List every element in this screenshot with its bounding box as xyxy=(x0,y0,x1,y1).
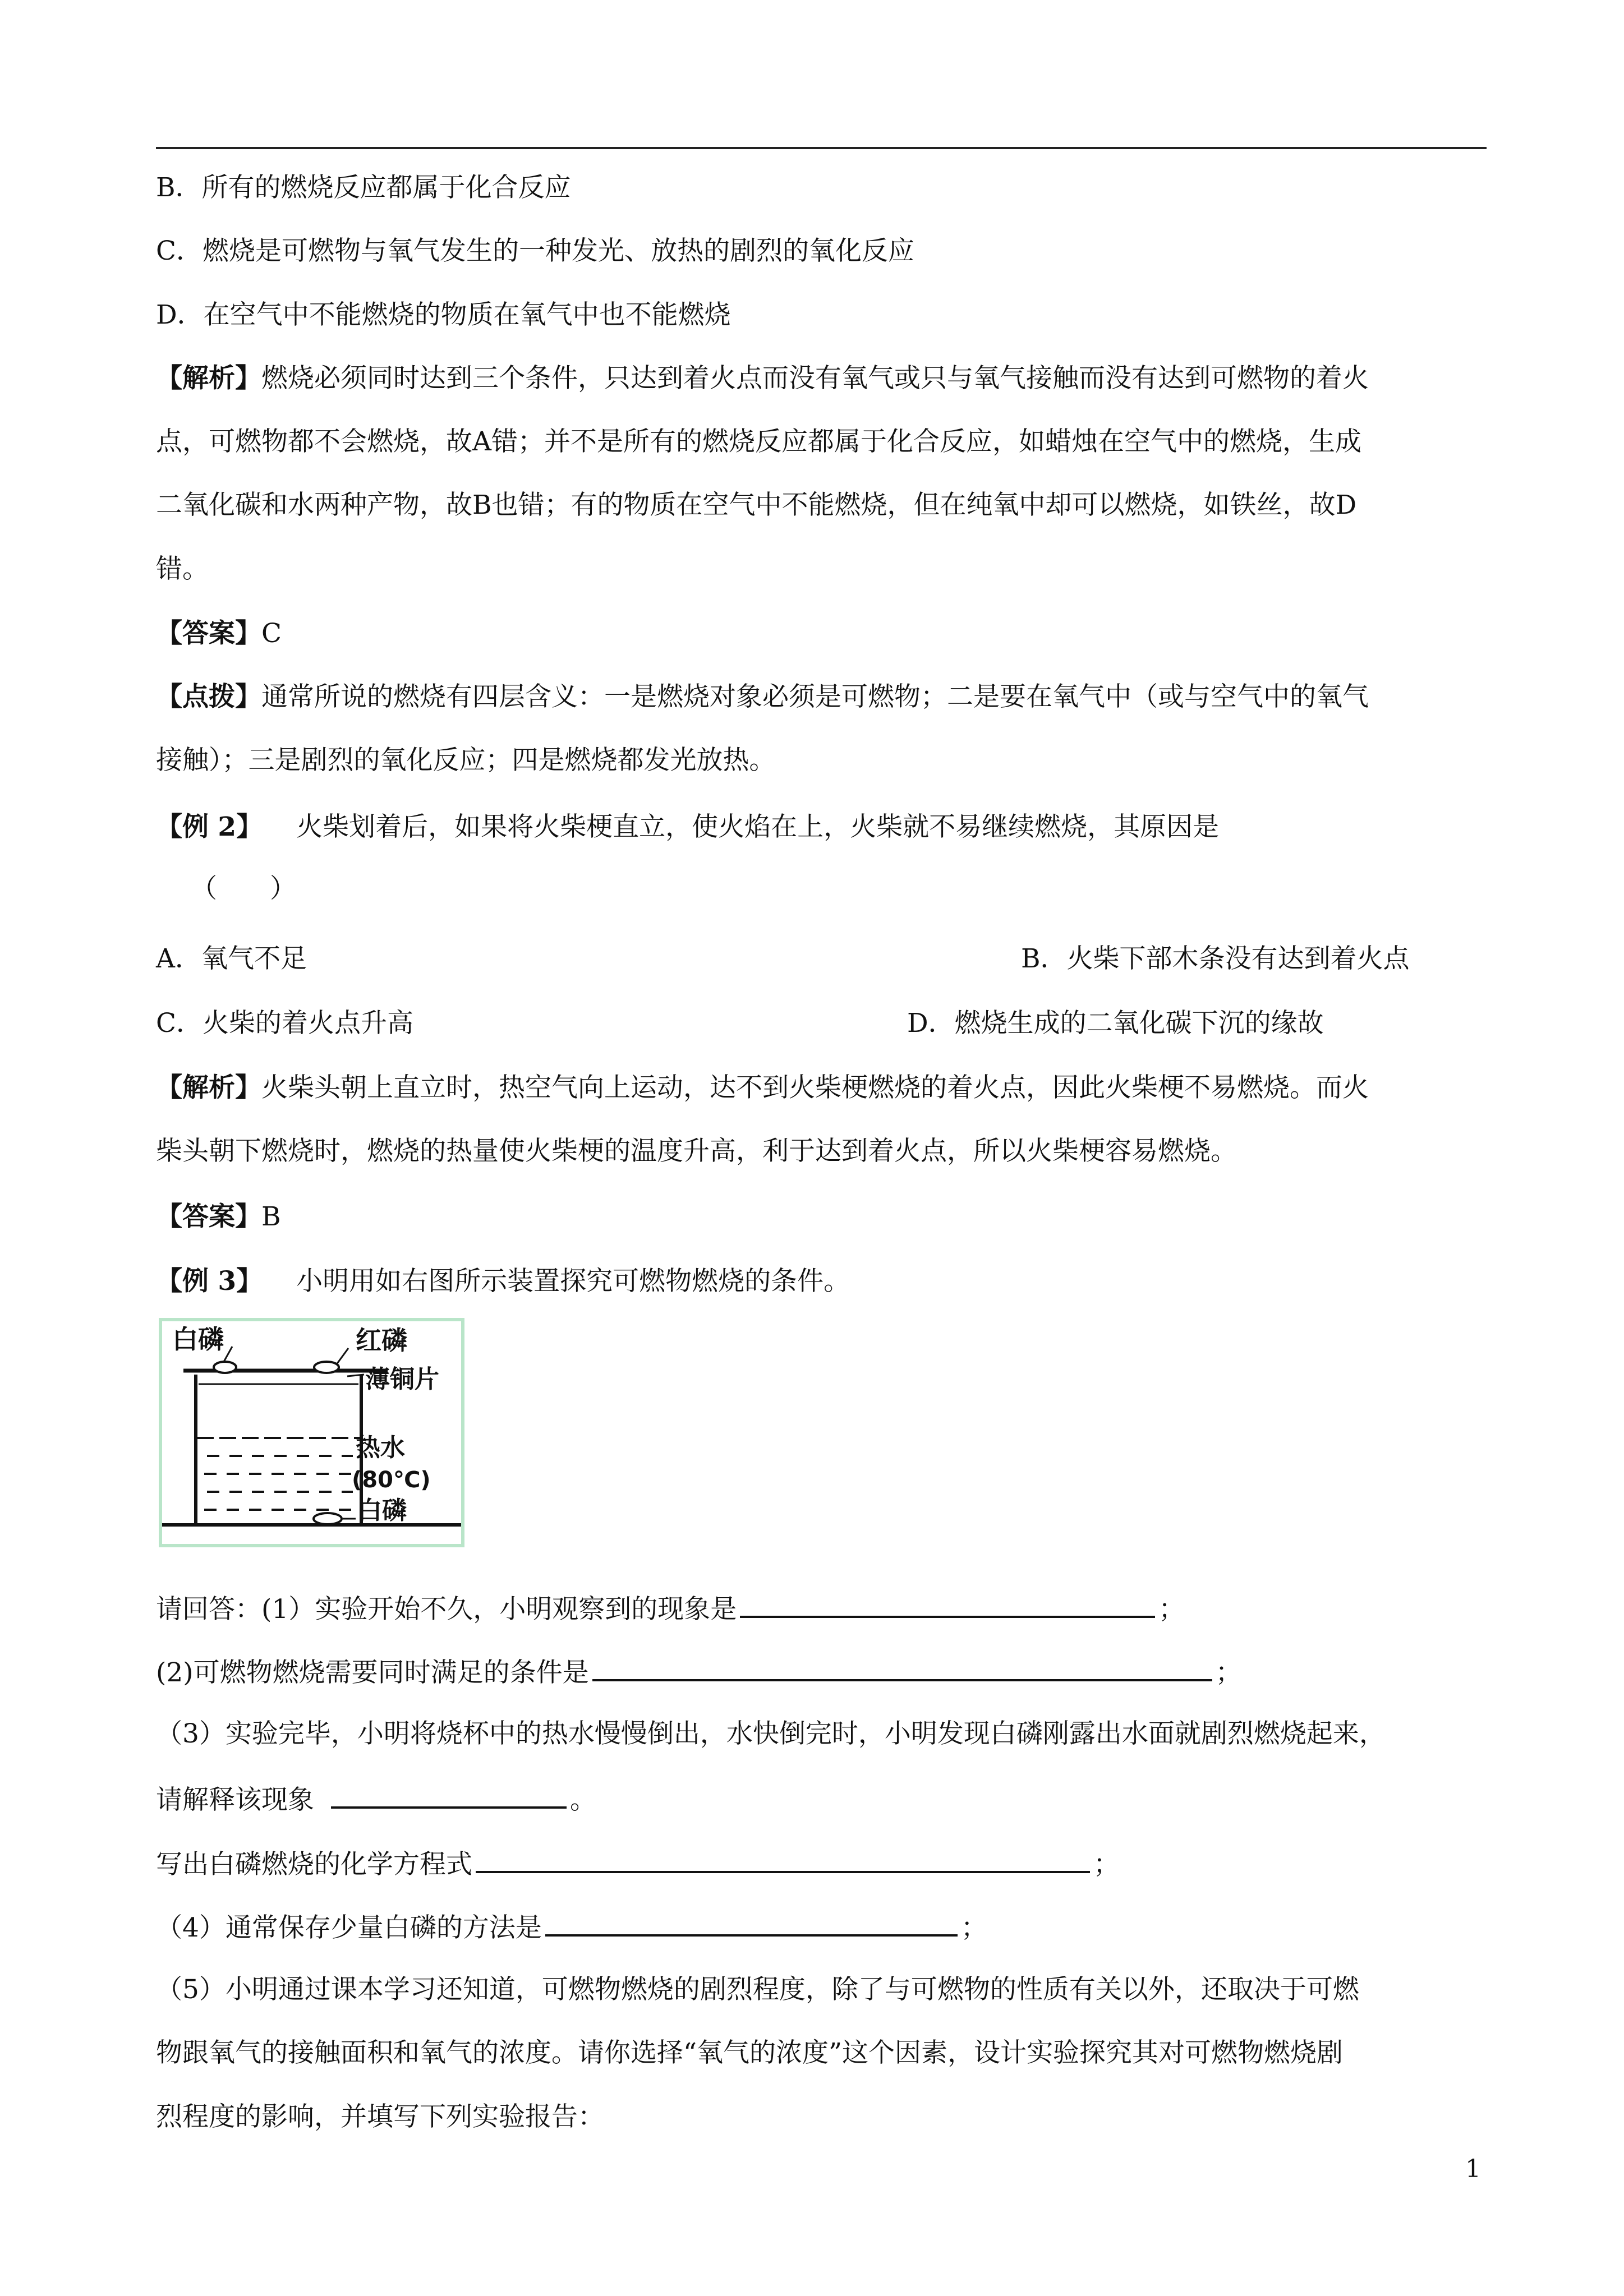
beaker-diagram xyxy=(162,1321,461,1544)
label-white-phosphorus-bottom: 白磷 xyxy=(357,1496,407,1525)
ex2-analysis-line-2: 柴头朝下燃烧时，燃烧的热量使火柴梗的温度升高，利于达到着火点，所以火柴梗容易燃烧。 xyxy=(156,1136,1237,1167)
question-1-text: 请回答：(1）实验开始不久，小明观察到的现象是 xyxy=(156,1594,737,1625)
ex1-answer xyxy=(156,617,1487,651)
question-text: 小明用如右图所示装置探究可燃物燃烧的条件。 xyxy=(296,1266,850,1297)
white-phosphorus-top-shape xyxy=(214,1362,236,1373)
ex1-analysis-line-2: 点，可燃物都不会燃烧，故A错；并不是所有的燃烧反应都属于化合反应，如蜡烛在空气中的燃烧，生成 xyxy=(156,426,1361,457)
example-tag: 【例 2】 xyxy=(156,812,263,842)
question-2-blank[interactable] xyxy=(592,1653,1212,1681)
question-5-line-3: 烈程度的影响，并填写下列实验报告： xyxy=(156,2101,604,2132)
question-4-text: （4）通常保存少量白磷的方法是 xyxy=(156,1912,542,1943)
label-red-phosphorus: 红磷 xyxy=(356,1325,407,1356)
analysis-text: 火柴头朝上直立时，热空气向上运动，达不到火柴梗燃烧的着火点，因此火柴梗不易燃烧。而火 xyxy=(261,1072,1369,1103)
white-phosphorus-bottom-shape xyxy=(314,1513,342,1524)
option-d: D．燃烧生成的二氧化碳下沉的缘故 xyxy=(907,1008,1324,1039)
header-rule xyxy=(156,147,1487,149)
ex2-answer xyxy=(156,1200,1487,1234)
analysis-tag: 【解析】 xyxy=(156,363,261,394)
label-copper-sheet: 薄铜片 xyxy=(365,1365,439,1394)
answer-value: B xyxy=(261,1201,281,1232)
question-3-blank[interactable] xyxy=(331,1781,567,1809)
question-3-line-2 xyxy=(156,1781,1487,1817)
example-tag: 【例 3】 xyxy=(156,1266,263,1297)
answer-tag: 【答案】 xyxy=(156,618,261,649)
label-hot-water: 热水 xyxy=(356,1433,405,1462)
question-1-end: ； xyxy=(1158,1594,1185,1625)
equation-blank[interactable] xyxy=(476,1845,1090,1873)
example-2-question xyxy=(156,810,1487,844)
ex1-analysis-line-3: 二氧化碳和水两种产物，故B也错；有的物质在空气中不能燃烧，但在纯氧中却可以燃烧，如铁丝，故D xyxy=(156,490,1357,520)
question-3-text: 请解释该现象 xyxy=(156,1785,314,1815)
question-5-line-1: （5）小明通过课本学习还知道，可燃物燃烧的剧烈程度，除了与可燃物的性质有关以外，还取决于可燃 xyxy=(156,1974,1359,2005)
question-1-blank[interactable] xyxy=(740,1590,1155,1618)
question-3-end: 。 xyxy=(570,1785,596,1815)
page-number: 1 xyxy=(1465,2155,1481,2183)
equation-end: ； xyxy=(1093,1849,1120,1880)
question-2-text: (2)可燃物燃烧需要同时满足的条件是 xyxy=(156,1657,589,1688)
question-1 xyxy=(156,1590,1487,1626)
ex2-analysis-line-1 xyxy=(156,1071,1487,1105)
ex1-analysis-line-1 xyxy=(156,362,1487,395)
ex1-analysis-line-4: 错。 xyxy=(156,554,209,584)
experiment-figure xyxy=(159,1318,464,1547)
question-4-end: ； xyxy=(960,1912,987,1943)
option-d: D．在空气中不能燃烧的物质在氧气中也不能燃烧 xyxy=(156,299,731,330)
question-4 xyxy=(156,1908,1487,1945)
question-2 xyxy=(156,1653,1487,1690)
question-3-equation xyxy=(156,1845,1487,1882)
answer-value: C xyxy=(261,618,282,649)
question-2-end: ； xyxy=(1215,1657,1242,1688)
answer-tag: 【答案】 xyxy=(156,1201,261,1232)
equation-text: 写出白磷燃烧的化学方程式 xyxy=(156,1849,472,1880)
red-phosphorus-shape xyxy=(314,1362,339,1373)
analysis-tag: 【解析】 xyxy=(156,1072,261,1103)
label-temperature: (80℃) xyxy=(352,1467,431,1493)
option-c: C．火柴的着火点升高 xyxy=(156,1008,413,1039)
option-b: B．火柴下部木条没有达到着火点 xyxy=(1021,943,1410,974)
question-3-line-1: （3）实验完毕，小明将烧杯中的热水慢慢倒出，水快倒完时，小明发现白磷刚露出水面就剧烈燃烧起来， xyxy=(156,1718,1386,1749)
ex1-tip-line-2: 接触）；三是剧烈的氧化反应；四是燃烧都发光放热。 xyxy=(156,745,776,776)
option-b: B．所有的燃烧反应都属于化合反应 xyxy=(156,172,571,203)
answer-paren: （ ） xyxy=(191,873,296,904)
label-white-phosphorus-top: 白磷 xyxy=(172,1324,224,1354)
tip-text: 通常所说的燃烧有四层含义：一是燃烧对象必须是可燃物；二是要在氧气中（或与空气中的氧气 xyxy=(261,681,1369,712)
question-text: 火柴划着后，如果将火柴梗直立，使火焰在上，火柴就不易继续燃烧，其原因是 xyxy=(296,812,1220,842)
ex1-tip-line-1 xyxy=(156,680,1487,714)
analysis-text: 燃烧必须同时达到三个条件，只达到着火点而没有氧气或只与氧气接触而没有达到可燃物的着火 xyxy=(261,363,1369,394)
option-c: C．燃烧是可燃物与氧气发生的一种发光、放热的剧烈的氧化反应 xyxy=(156,236,914,266)
example-3-question xyxy=(156,1265,1487,1298)
tip-tag: 【点拨】 xyxy=(156,681,261,712)
question-4-blank[interactable] xyxy=(545,1908,958,1937)
question-5-line-2: 物跟氧气的接触面积和氧气的浓度。请你选择“氧气的浓度”这个因素，设计实验探究其对可燃物燃烧剧 xyxy=(156,2037,1344,2068)
option-a: A．氧气不足 xyxy=(156,943,307,974)
